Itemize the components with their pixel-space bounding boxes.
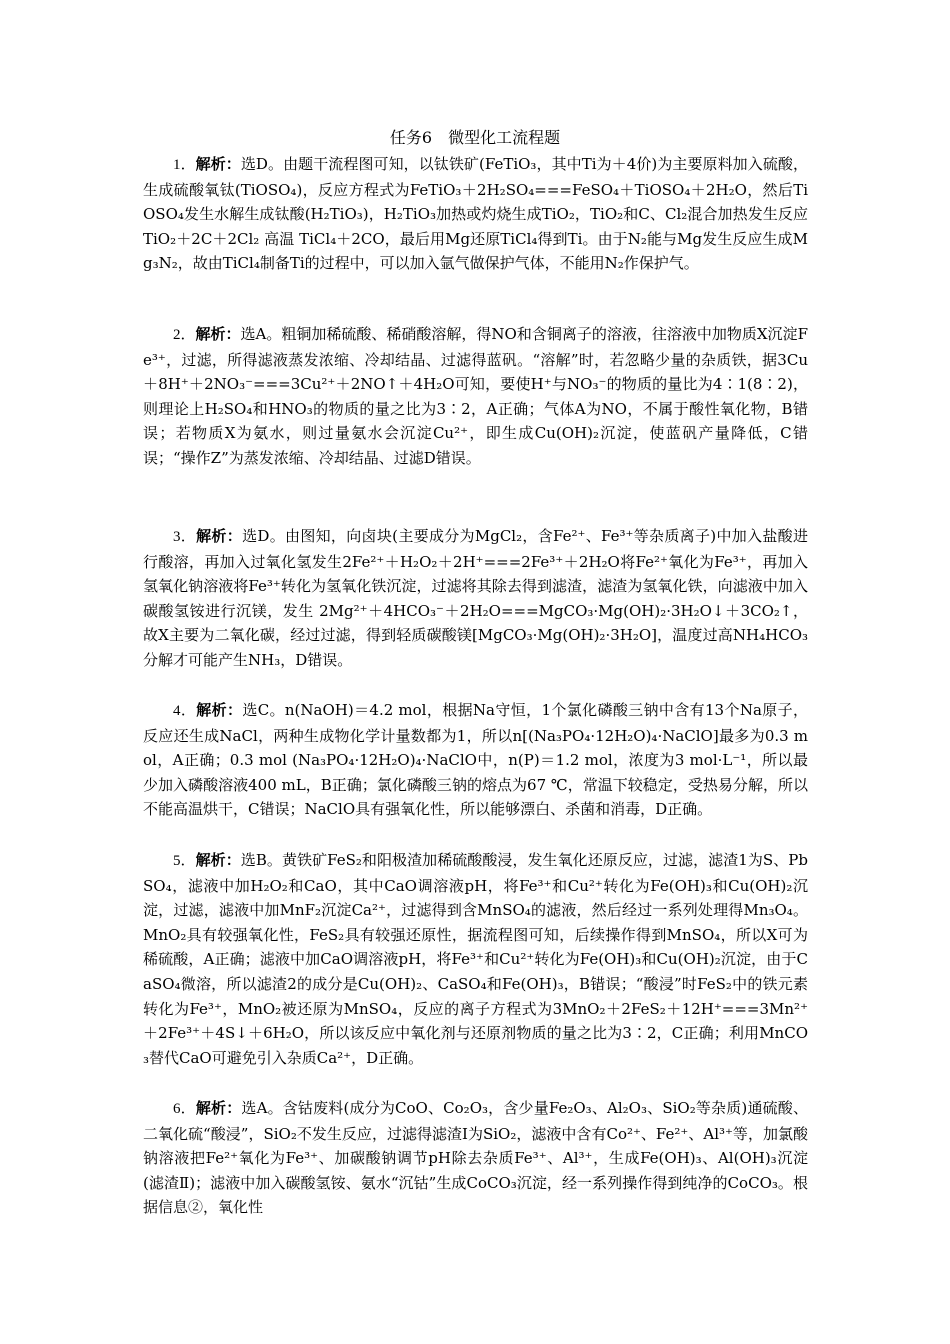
item-text: 选B。黄铁矿FeS₂和阳极渣加稀硫酸酸浸，发生氧化还原反应，过滤，滤渣1为S、PbSO₄，滤液中加H₂O₂和CaO，其中CaO调溶液pH，将Fe³⁺和Cu²⁺转化为Fe(OH)₃和Cu(OH)₂沉淀，过滤，滤液中加MnF₂沉淀Ca²⁺，过滤得到含MnSO₄的滤液，然后经过一系列处理得Mn₃O₄。MnO₂具有较强氧化性，FeS₂具有较强还原性，据流程图可知，后续操作得到MnSO₄，所以X可为稀硫酸，A正确；滤液中加CaO调溶液pH，将Fe³⁺和Cu²⁺转化为Fe(OH)₃和Cu(OH)₂沉淀，由于CaSO₄微溶，所以滤渣2的成分是Cu(OH)₂、CaSO₄和Fe(OH)₃，B错误；“酸浸”时FeS₂中的铁元素转化为Fe³⁺，MnO₂被还原为MnSO₄，反应的离子方程式为3MnO₂＋2FeS₂＋12H⁺===3Mn²⁺＋2Fe³⁺＋4S↓＋6H₂O，所以该反应中氧化剂与还原剂物质的量之比为3∶2，C正确；利用MnCO₃替代CaO可避免引入杂质Ca²⁺，D正确。 bbox=[143, 851, 808, 1067]
answer-paragraph-3 bbox=[143, 524, 808, 673]
answer-paragraph-4 bbox=[143, 698, 808, 822]
item-number: 4． bbox=[173, 703, 197, 719]
item-number: 5． bbox=[173, 853, 196, 869]
item-number: 3． bbox=[173, 529, 197, 545]
item-lead: 解析： bbox=[195, 155, 241, 173]
item-lead: 解析： bbox=[196, 527, 243, 545]
item-lead: 解析： bbox=[195, 851, 241, 869]
item-number: 1． bbox=[173, 157, 196, 173]
item-lead: 解析： bbox=[196, 701, 243, 719]
item-text: 选C。n(NaOH)＝4.2 mol，根据Na守恒，1个氯化磷酸三钠中含有13个Na原子，反应还生成NaCl，两种生成物化学计量数都为1，所以n[(Na₃PO₄·12H₂O)₄·NaClO]最多为0.3 mol，A正确；0.3 mol (Na₃PO₄·12H₂O)₄·NaClO中，n(P)＝1.2 mol，浓度为3 mol·L⁻¹，所以最少加入磷酸溶液400 mL，B正确；氯化磷酸三钠的熔点为67 ℃，常温下较稳定，受热易分解，所以不能高温烘干，C错误；NaClO具有强氧化性，所以能够漂白、杀菌和消毒，D正确。 bbox=[143, 701, 808, 819]
item-text: 选A。含钴废料(成分为CoO、Co₂O₃，含少量Fe₂O₃、Al₂O₃、SiO₂等杂质)通硫酸、二氧化硫“酸浸”，SiO₂不发生反应，过滤得滤渣Ⅰ为SiO₂，滤液中含有Co²⁺、Fe²⁺、Al³⁺等，加氯酸钠溶液把Fe²⁺氧化为Fe³⁺、加碳酸钠调节pH除去杂质Fe³⁺、Al³⁺，生成Fe(OH)₃、Al(OH)₃沉淀(滤渣Ⅱ)；滤液中加入碳酸氢铵、氨水“沉钴”生成CoCO₃沉淀，经一系列操作得到纯净的CoCO₃。根据信息②，氧化性 bbox=[143, 1099, 808, 1217]
item-text: 选D。由图知，向卤块(主要成分为MgCl₂，含Fe²⁺、Fe³⁺等杂质离子)中加入盐酸进行酸溶，再加入过氧化氢发生2Fe²⁺＋H₂O₂＋2H⁺===2Fe³⁺＋2H₂O将Fe²⁺氧化为Fe³⁺，再加入氢氧化钠溶液将Fe³⁺转化为氢氧化铁沉淀，过滤将其除去得到滤渣，滤渣为氢氧化铁，向滤液中加入碳酸氢铵进行沉镁，发生 2Mg²⁺＋4HCO₃⁻＋2H₂O===MgCO₃·Mg(OH)₂·3H₂O↓＋3CO₂↑，故X主要为二氧化碳，经过过滤，得到轻质碳酸镁[MgCO₃·Mg(OH)₂·3H₂O]，温度过高NH₄HCO₃分解才可能产生NH₃，D错误。 bbox=[143, 527, 808, 669]
item-number: 2． bbox=[173, 327, 196, 343]
answer-paragraph-6 bbox=[143, 1096, 808, 1220]
answer-paragraph-1 bbox=[143, 152, 808, 276]
page-title: 任务6 微型化工流程题 bbox=[389, 128, 561, 147]
item-lead: 解析： bbox=[195, 1099, 242, 1117]
answer-paragraph-5 bbox=[143, 848, 808, 1070]
item-text: 选D。由题干流程图可知，以钛铁矿(FeTiO₃，其中Ti为＋4价)为主要原料加入硫酸，生成硫酸氧钛(TiOSO₄)，反应方程式为FeTiO₃＋2H₂SO₄===FeSO₄＋TiOSO₄＋2H₂O，然后TiOSO₄发生水解生成钛酸(H₂TiO₃)，H₂TiO₃加热或灼烧生成TiO₂，TiO₂和C、Cl₂混合加热发生反应TiO₂＋2C＋2Cl₂ 高温 TiCl₄＋2CO，最后用Mg还原TiCl₄得到Ti。由于N₂能与Mg发生反应生成Mg₃N₂，故由TiCl₄制备Ti的过程中，可以加入氩气做保护气体，不能用N₂作保护气。 bbox=[143, 155, 808, 273]
item-text: 选A。粗铜加稀硫酸、稀硝酸溶解，得NO和含铜离子的溶液，往溶液中加物质X沉淀Fe³⁺，过滤，所得滤液蒸发浓缩、冷却结晶、过滤得蓝矾。“溶解”时，若忽略少量的杂质铁，据3Cu＋8H⁺＋2NO₃⁻===3Cu²⁺＋2NO↑＋4H₂O可知，要使H⁺与NO₃⁻的物质的量比为4∶1(8∶2)，则理论上H₂SO₄和HNO₃的物质的量之比为3∶2，A正确；气体A为NO，不属于酸性氧化物，B错误；若物质X为氨水，则过量氨水会沉淀Cu²⁺，即生成Cu(OH)₂沉淀，使蓝矾产量降低，C错误；“操作Z”为蒸发浓缩、冷却结晶、过滤D错误。 bbox=[143, 325, 808, 467]
item-number: 6． bbox=[173, 1101, 196, 1117]
item-lead: 解析： bbox=[195, 325, 241, 343]
answer-paragraph-2 bbox=[143, 322, 808, 471]
